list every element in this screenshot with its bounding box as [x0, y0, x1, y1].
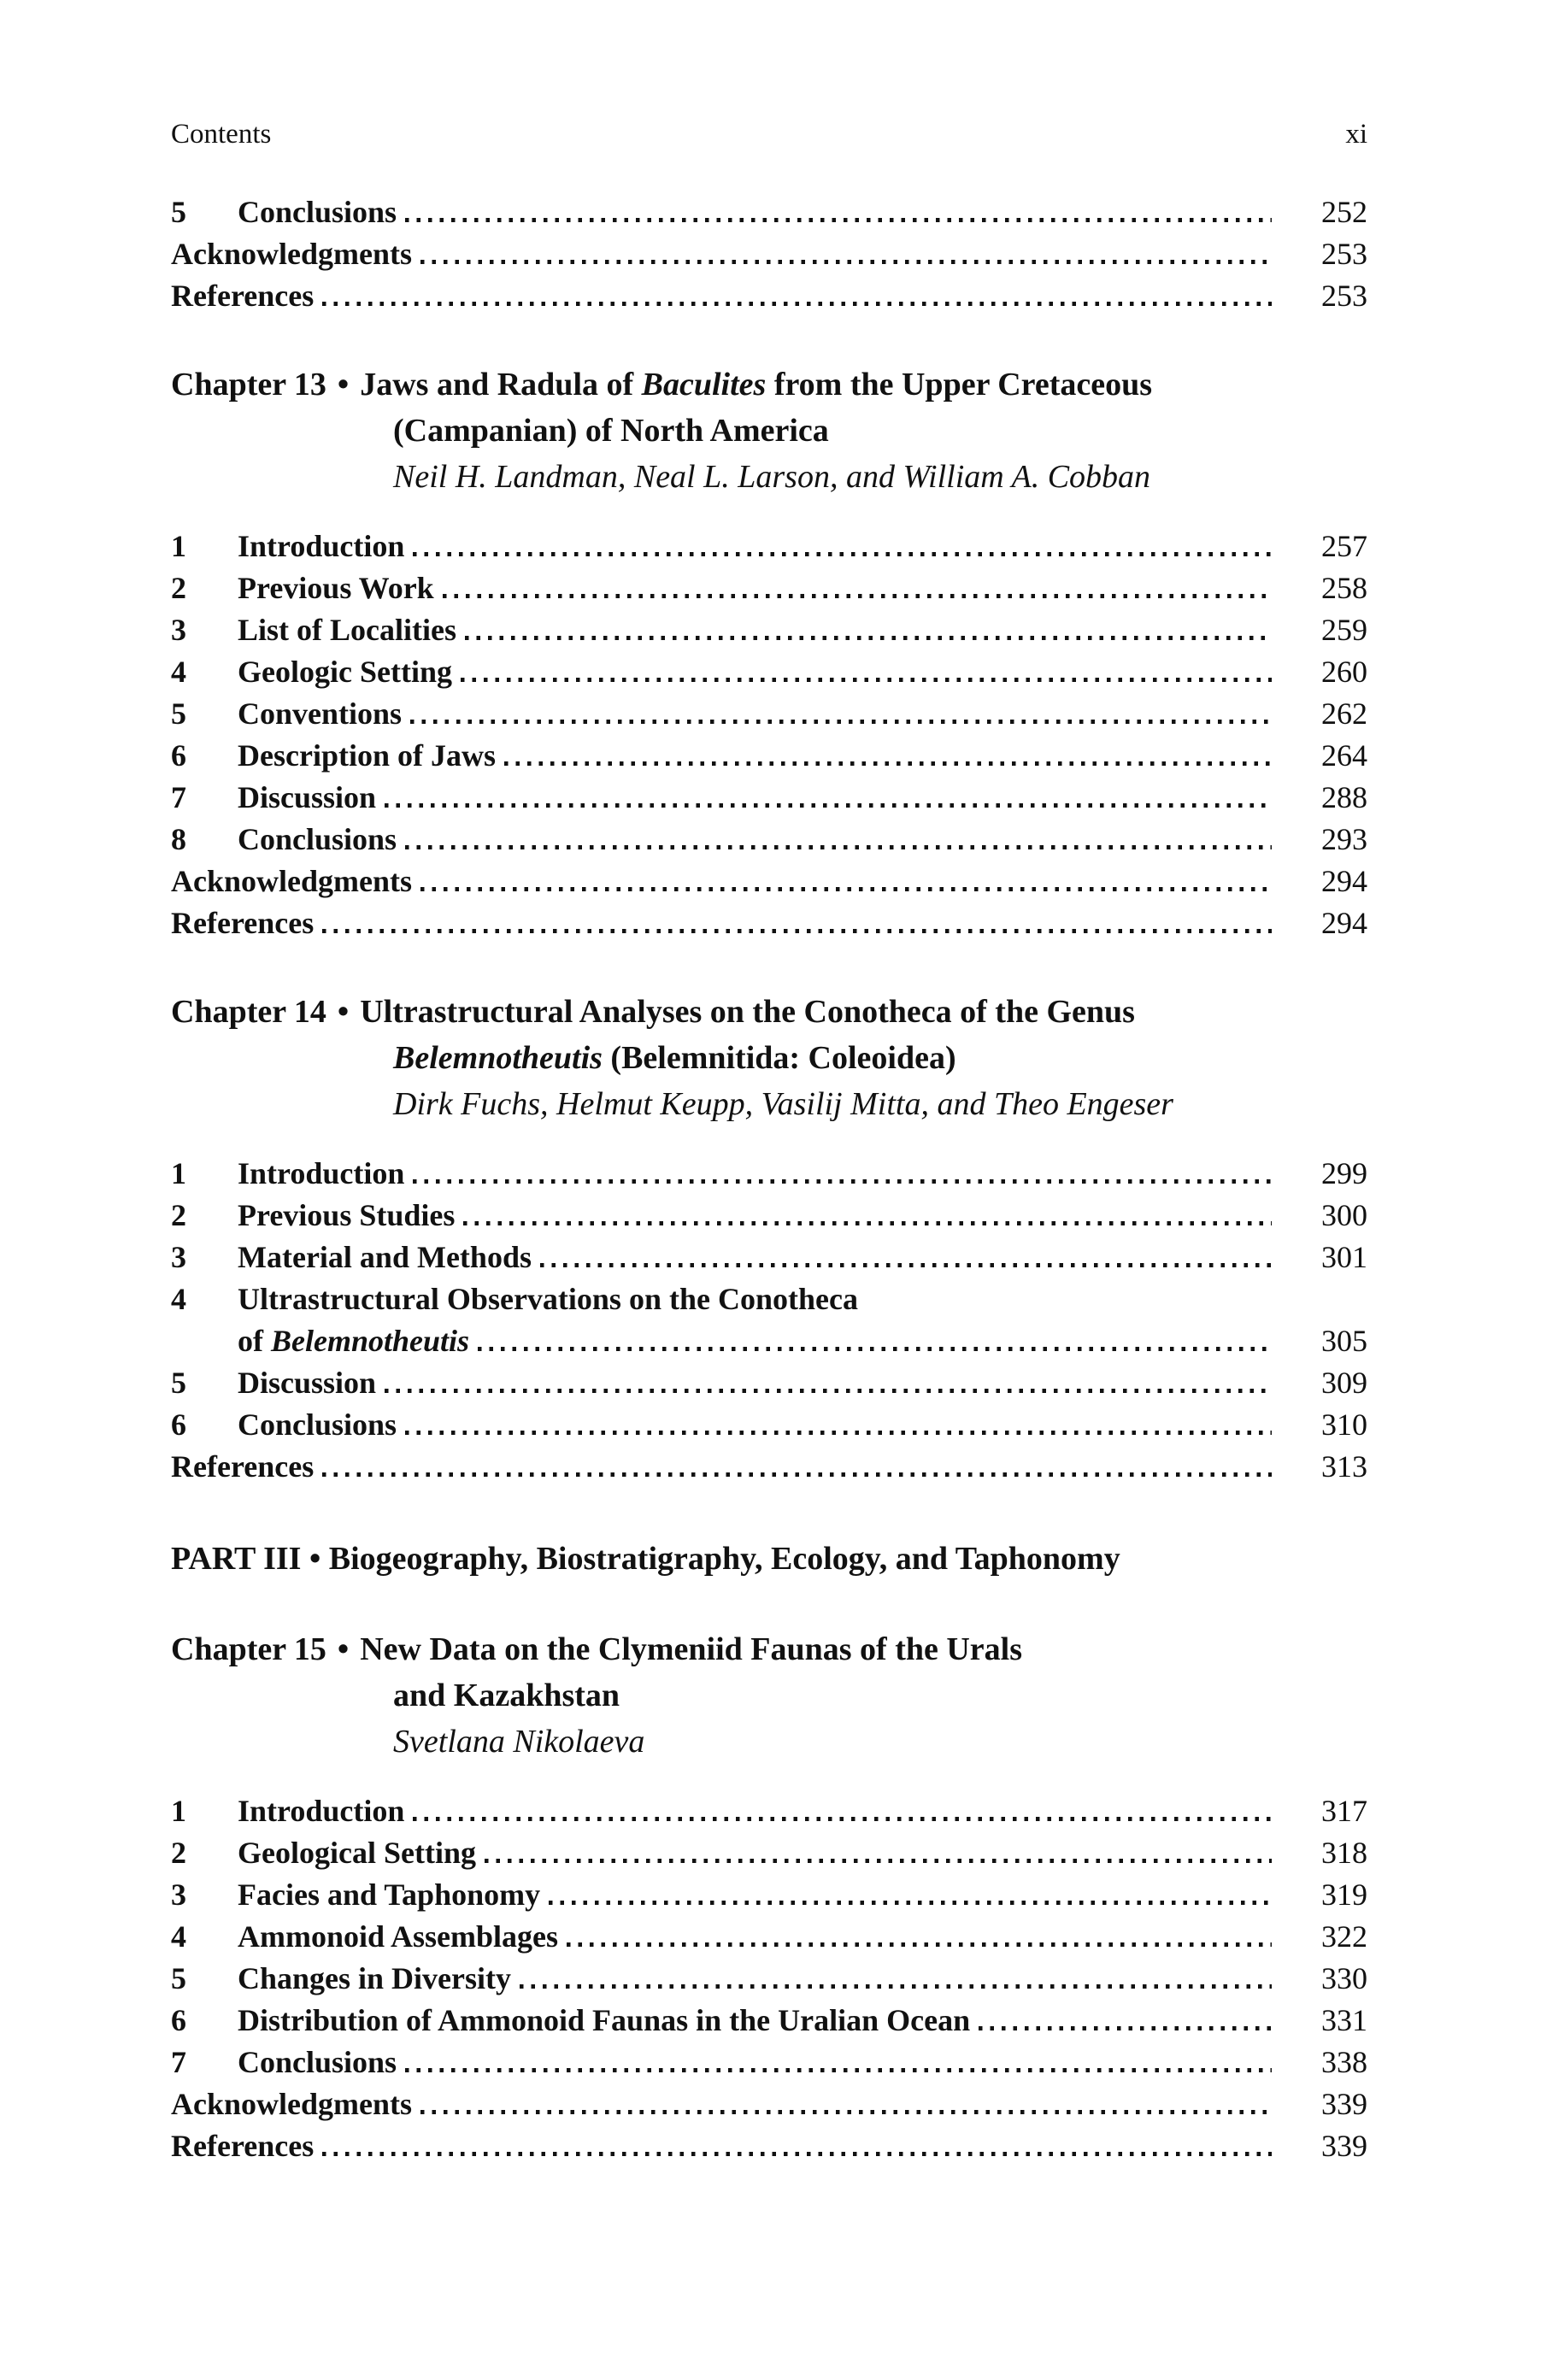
- bullet-separator: •: [337, 367, 350, 403]
- toc-entry-page: 258: [1321, 571, 1367, 605]
- chapter-authors: Svetlana Nikolaeva: [393, 1724, 645, 1760]
- text-run: References: [171, 2129, 315, 2163]
- toc-entry-number: 2: [171, 571, 186, 605]
- italic-text-run: Baculites: [641, 367, 767, 403]
- text-run: Discussion: [238, 780, 377, 814]
- text-run: and Kazakhstan: [393, 1678, 620, 1713]
- text-run: Conventions: [238, 696, 403, 731]
- chapter-label: Chapter 15: [171, 1631, 326, 1667]
- dot-leader: [413, 552, 1272, 556]
- toc-entry-title: [238, 1237, 532, 1278]
- toc-entry-title: [238, 1832, 476, 1874]
- text-run: Acknowledgments: [171, 864, 413, 898]
- dot-leader: [461, 678, 1272, 682]
- dot-leader: [405, 1431, 1272, 1435]
- dot-leader: [420, 887, 1272, 891]
- text-run: Geological Setting: [238, 1836, 476, 1870]
- text-run: Jaws and Radula of: [360, 367, 642, 403]
- toc-entry: [171, 1874, 1367, 1916]
- toc-entry-title: [171, 275, 314, 317]
- dot-leader: [420, 2110, 1272, 2114]
- text-run: Introduction: [238, 529, 405, 563]
- text-run: Changes in Diversity: [238, 1961, 512, 1995]
- toc-entry-title: [238, 777, 376, 819]
- chapter-title-line: [171, 361, 1367, 408]
- toc-section: [171, 526, 1367, 944]
- toc-entry-title: [238, 735, 496, 777]
- toc-entry: [171, 2125, 1367, 2167]
- toc-entry-title: [171, 2083, 412, 2125]
- bullet-separator: •: [337, 1631, 350, 1667]
- toc-entry-number: 1: [171, 1794, 186, 1828]
- toc-entry: [171, 1404, 1367, 1446]
- toc-entry-number: 7: [171, 780, 186, 814]
- toc-entry-page: 264: [1321, 738, 1367, 773]
- text-run: Introduction: [238, 1794, 405, 1828]
- toc-entry: [171, 2083, 1367, 2125]
- toc-entry: [171, 2042, 1367, 2083]
- text-run: New Data on the Clymeniid Faunas of the Urals: [360, 1631, 1023, 1667]
- toc-entry-page: 309: [1321, 1366, 1367, 1400]
- toc-entry-page: 294: [1321, 864, 1367, 898]
- text-run: Discussion: [238, 1366, 377, 1400]
- toc-entry-page: 338: [1321, 2045, 1367, 2079]
- dot-leader: [504, 761, 1272, 766]
- toc-entry-page: 299: [1321, 1156, 1367, 1190]
- toc-entry-title: [238, 1195, 455, 1237]
- dot-leader: [322, 929, 1272, 933]
- toc-entry: [171, 1237, 1367, 1278]
- text-run: (Campanian) of North America: [393, 413, 829, 449]
- text-run: Previous Work: [238, 571, 434, 605]
- toc-entry-page: 252: [1321, 195, 1367, 229]
- dot-leader: [465, 636, 1272, 640]
- chapter-heading: [171, 1626, 1367, 1765]
- toc-entry-page: 294: [1321, 906, 1367, 940]
- toc-entry-title: [238, 1362, 376, 1404]
- toc-entry-number: 3: [171, 1240, 186, 1274]
- chapter-label: Chapter 13: [171, 367, 326, 403]
- text-run: Ammonoid Assemblages: [238, 1919, 559, 1954]
- toc-entry-number: 5: [171, 195, 186, 229]
- toc-entry-title: [171, 2125, 314, 2167]
- toc-entry-number: 5: [171, 696, 186, 731]
- text-run: Conclusions: [238, 2045, 397, 2079]
- toc-entry-page: 253: [1321, 279, 1367, 313]
- toc-entry-title: [238, 693, 402, 735]
- toc-entry-page: 313: [1321, 1449, 1367, 1484]
- text-run: Distribution of Ammonoid Faunas in the Uralian Ocean: [238, 2003, 971, 2037]
- toc-entry-number: 5: [171, 1366, 186, 1400]
- chapter-title-line: [171, 1035, 1367, 1081]
- toc-entry-page: 300: [1321, 1198, 1367, 1232]
- toc-entry: [171, 1446, 1367, 1488]
- toc-entry-page: 293: [1321, 822, 1367, 856]
- toc-entry: [171, 609, 1367, 651]
- dot-leader: [567, 1942, 1272, 1947]
- toc-entry-page: 288: [1321, 780, 1367, 814]
- dot-leader: [413, 1817, 1272, 1821]
- chapter-title-line: [171, 989, 1367, 1035]
- text-run: Material and Methods: [238, 1240, 532, 1274]
- dot-leader: [413, 1179, 1272, 1184]
- toc-section: [171, 1790, 1367, 2167]
- dot-leader: [540, 1263, 1272, 1267]
- dot-leader: [405, 845, 1272, 849]
- text-run: (Belemnitida: Coleoidea): [602, 1040, 956, 1076]
- toc-entry-page: 319: [1321, 1878, 1367, 1912]
- toc-entry: [171, 1195, 1367, 1237]
- toc-entry-number: 4: [171, 1919, 186, 1954]
- text-run: Description of Jaws: [238, 738, 496, 773]
- toc-entry: [171, 693, 1367, 735]
- dot-leader: [410, 720, 1272, 724]
- toc-entry-title: [238, 567, 434, 609]
- toc-entry: [171, 819, 1367, 861]
- toc-entry-title: [238, 1916, 558, 1958]
- folio-page-number: xi: [1345, 119, 1367, 150]
- part-heading: PART III • Biogeography, Biostratigraphy, Ecology, and Taphonomy: [171, 1541, 1120, 1577]
- toc-entry-title: [171, 861, 412, 902]
- toc-entry-number: 6: [171, 2003, 186, 2037]
- toc-entry: [171, 1320, 1367, 1362]
- toc-entry-page: 301: [1321, 1240, 1367, 1274]
- dot-leader: [463, 1221, 1272, 1225]
- toc-entry-number: 1: [171, 529, 186, 563]
- chapter-label: Chapter 14: [171, 994, 326, 1030]
- text-run: Acknowledgments: [171, 2087, 413, 2121]
- toc-entry-page: 317: [1321, 1794, 1367, 1828]
- italic-text-run: Belemnotheutis: [271, 1324, 470, 1358]
- dot-leader: [405, 218, 1272, 222]
- toc-entry-page: 253: [1321, 237, 1367, 271]
- toc-entry-title: [238, 526, 404, 567]
- toc-entry-page: 257: [1321, 529, 1367, 563]
- dot-leader: [420, 260, 1272, 264]
- dot-leader: [322, 1472, 1272, 1477]
- toc-entry: [171, 233, 1367, 275]
- toc-entry: [171, 651, 1367, 693]
- dot-leader: [478, 1347, 1272, 1351]
- dot-leader: [485, 1859, 1272, 1863]
- dot-leader: [443, 594, 1272, 598]
- toc-entry: [171, 861, 1367, 902]
- dot-leader: [549, 1901, 1272, 1905]
- toc-entry-page: 262: [1321, 696, 1367, 731]
- text-run: List of Localities: [238, 613, 456, 647]
- toc-entry-number: 6: [171, 738, 186, 773]
- running-head: Contents: [171, 119, 272, 150]
- toc-entry: [171, 1278, 1367, 1320]
- toc-entry-title: [238, 2042, 397, 2083]
- toc-entry: [171, 735, 1367, 777]
- text-run: Acknowledgments: [171, 237, 413, 271]
- toc-entry-page: 259: [1321, 613, 1367, 647]
- toc-entry-number: 2: [171, 1836, 186, 1870]
- toc-entry-title: [238, 1153, 404, 1195]
- toc-entry: [171, 526, 1367, 567]
- toc-entry-number: 3: [171, 613, 186, 647]
- toc-entry-title: [238, 191, 397, 233]
- toc-entry-number: 5: [171, 1961, 186, 1995]
- toc-content: [171, 191, 1367, 2167]
- text-run: Ultrastructural Observations on the Conotheca: [238, 1282, 858, 1316]
- chapter-title-line: [171, 1626, 1367, 1672]
- toc-entry-page: 339: [1321, 2129, 1367, 2163]
- text-run: References: [171, 906, 315, 940]
- toc-entry-page: 305: [1321, 1324, 1367, 1358]
- toc-entry-title: [238, 609, 456, 651]
- toc-entry-title: [171, 1446, 314, 1488]
- toc-entry-number: 4: [171, 655, 186, 689]
- toc-entry: [171, 1790, 1367, 1832]
- toc-entry: [171, 1832, 1367, 1874]
- chapter-authors: Neil H. Landman, Neal L. Larson, and William A. Cobban: [393, 459, 1151, 495]
- toc-entry-page: 339: [1321, 2087, 1367, 2121]
- chapter-heading: [171, 989, 1367, 1127]
- chapter-title-line: [171, 1672, 1367, 1719]
- chapter-title-line: [171, 408, 1367, 454]
- toc-entry: [171, 567, 1367, 609]
- dot-leader: [385, 1389, 1272, 1393]
- toc-entry-page: 330: [1321, 1961, 1367, 1995]
- text-run: Conclusions: [238, 822, 397, 856]
- toc-entry-page: 322: [1321, 1919, 1367, 1954]
- toc-entry-number: 8: [171, 822, 186, 856]
- toc-section: [171, 191, 1367, 317]
- toc-entry-page: 318: [1321, 1836, 1367, 1870]
- toc-entry-number: 6: [171, 1407, 186, 1442]
- toc-entry-page: 310: [1321, 1407, 1367, 1442]
- toc-entry-page: 331: [1321, 2003, 1367, 2037]
- dot-leader: [385, 803, 1272, 808]
- text-run: Conclusions: [238, 1407, 397, 1442]
- toc-entry-title: [238, 651, 452, 693]
- text-run: Geologic Setting: [238, 655, 452, 689]
- text-run: Conclusions: [238, 195, 397, 229]
- toc-entry-number: 1: [171, 1156, 186, 1190]
- toc-entry: [171, 1916, 1367, 1958]
- toc-entry: [171, 1362, 1367, 1404]
- text-run: Facies and Taphonomy: [238, 1878, 541, 1912]
- toc-entry-title: [238, 1278, 858, 1320]
- toc-entry-title: [238, 819, 397, 861]
- toc-entry: [171, 275, 1367, 317]
- toc-entry: [171, 1153, 1367, 1195]
- toc-entry-title: [238, 1790, 404, 1832]
- toc-entry-title: [238, 2000, 970, 2042]
- text-run: from the Upper Cretaceous: [766, 367, 1153, 403]
- toc-entry-title: [238, 1320, 469, 1362]
- text-run: Ultrastructural Analyses on the Conotheca of the Genus: [360, 994, 1135, 1030]
- bullet-separator: •: [337, 994, 350, 1030]
- text-run: Introduction: [238, 1156, 405, 1190]
- toc-section: [171, 1153, 1367, 1488]
- toc-entry-number: 7: [171, 2045, 186, 2079]
- toc-entry-page: 260: [1321, 655, 1367, 689]
- italic-text-run: Belemnotheutis: [393, 1040, 603, 1076]
- toc-entry-title: [238, 1874, 540, 1916]
- dot-leader: [322, 2152, 1272, 2156]
- text-run: References: [171, 1449, 315, 1484]
- dot-leader: [520, 1984, 1272, 1989]
- dot-leader: [322, 302, 1272, 306]
- toc-entry-title: [238, 1404, 397, 1446]
- dot-leader: [405, 2068, 1272, 2072]
- toc-entry: [171, 1958, 1367, 2000]
- toc-entry-number: 3: [171, 1878, 186, 1912]
- text-run: Previous Studies: [238, 1198, 456, 1232]
- toc-entry-title: [238, 1958, 511, 2000]
- toc-entry: [171, 777, 1367, 819]
- toc-entry-number: 4: [171, 1282, 186, 1316]
- text-run: References: [171, 279, 315, 313]
- text-run: of: [238, 1324, 271, 1358]
- dot-leader: [979, 2026, 1272, 2030]
- toc-entry: [171, 191, 1367, 233]
- toc-entry: [171, 902, 1367, 944]
- toc-entry-number: 2: [171, 1198, 186, 1232]
- toc-entry: [171, 2000, 1367, 2042]
- toc-entry-title: [171, 233, 412, 275]
- chapter-authors: Dirk Fuchs, Helmut Keupp, Vasilij Mitta, and Theo Engeser: [393, 1086, 1173, 1122]
- chapter-heading: [171, 361, 1367, 500]
- page-header: [171, 118, 1367, 150]
- toc-entry-title: [171, 902, 314, 944]
